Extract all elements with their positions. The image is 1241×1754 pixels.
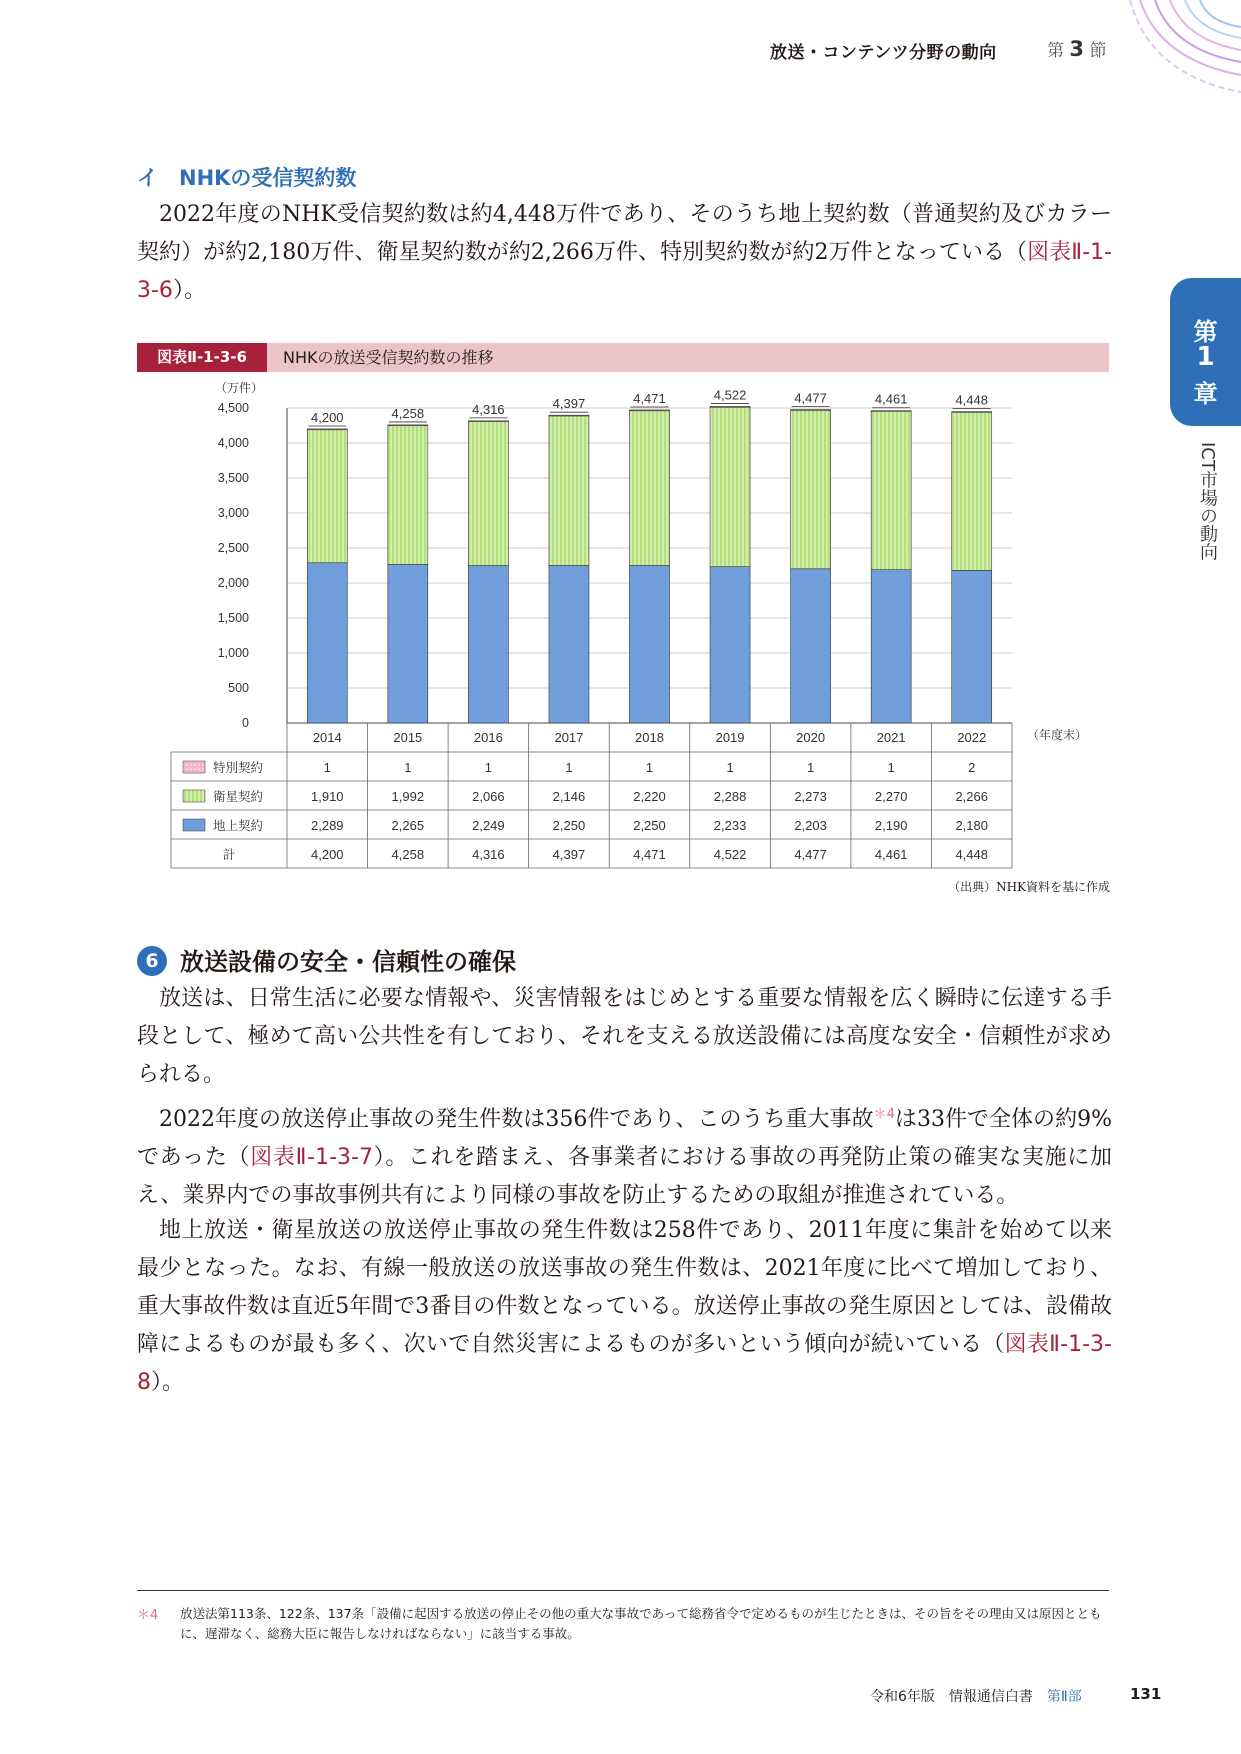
x-tick-label: 2017 xyxy=(554,730,584,745)
bar-terrestrial xyxy=(871,570,911,723)
table-total-value: 4,448 xyxy=(955,847,988,862)
table-total-value: 4,316 xyxy=(472,847,505,862)
totals-row-label: 計 xyxy=(222,848,236,862)
x-tick-label: 2022 xyxy=(957,730,987,745)
table-cell-value: 1 xyxy=(484,760,493,775)
table-total-value: 4,471 xyxy=(633,847,666,862)
total-data-label: 4,448 xyxy=(955,392,988,408)
y-axis-unit: （万件） xyxy=(214,381,264,395)
table-cell-value: 2,233 xyxy=(713,818,747,833)
figure-title: NHKの放送受信契約数の推移 xyxy=(283,348,494,367)
table-total-value: 4,200 xyxy=(311,847,344,862)
x-tick-label: 2021 xyxy=(876,730,906,745)
bar-special xyxy=(468,421,508,422)
figure-reference-link[interactable]: 図表Ⅱ-1-3-6 xyxy=(137,240,1113,303)
total-data-label: 4,258 xyxy=(391,405,425,421)
bar-special xyxy=(388,425,428,426)
legend-swatch xyxy=(183,761,205,773)
table-cell-value: 1 xyxy=(726,760,734,775)
total-data-label: 4,461 xyxy=(874,391,908,407)
bar-satellite xyxy=(791,410,831,569)
chapter-tab: 第 1 章 xyxy=(1170,278,1241,426)
bar-special xyxy=(871,411,911,412)
bar-special xyxy=(952,412,992,413)
bar-satellite xyxy=(952,412,992,571)
paragraph-nhk-contracts: 2022年度のNHK受信契約数は約4,448万件であり、そのうち地上契約数（普通契約及びカラー契約）が約2,180万件、衛星契約数が約2,266万件、特別契約数が約2万件となっている（図表Ⅱ-1-3-6）。 xyxy=(137,202,1113,303)
y-tick-label: 2,000 xyxy=(217,576,249,590)
table-cell-value: 2,288 xyxy=(713,789,747,804)
page-footer: 令和6年版 情報通信白書 第Ⅱ部 xyxy=(870,1689,1082,1705)
bar-terrestrial xyxy=(630,566,670,724)
bar-terrestrial xyxy=(952,570,992,723)
section-title: 放送設備の安全・信頼性の確保 xyxy=(180,948,516,976)
bar-satellite xyxy=(710,407,750,567)
y-tick-label: 2,500 xyxy=(217,541,249,555)
footnote-divider xyxy=(137,1590,1109,1591)
bar-terrestrial xyxy=(710,567,750,723)
bar-terrestrial xyxy=(307,563,347,723)
paragraph-broadcast-safety: 放送は、日常生活に必要な情報や、災害情報をはじめとする重要な情報を広く瞬時に伝達する手段として、極めて高い公共性を有しており、それを支える放送設備には高度な安全・信頼性が求められる。 xyxy=(137,986,1112,1087)
bar-satellite xyxy=(871,411,911,570)
table-cell-value: 2,220 xyxy=(633,789,666,804)
bar-satellite xyxy=(630,410,670,565)
table-cell-value: 1,992 xyxy=(391,789,425,804)
table-cell-value: 2,273 xyxy=(794,789,827,804)
table-total-value: 4,477 xyxy=(794,847,827,862)
y-tick-label: 3,000 xyxy=(217,506,249,520)
x-tick-label: 2016 xyxy=(473,730,503,745)
total-data-label: 4,522 xyxy=(713,387,747,403)
table-cell-value: 2,190 xyxy=(874,818,908,833)
footnote-reference[interactable]: ＊4 xyxy=(873,1107,895,1122)
x-tick-label: 2014 xyxy=(312,730,342,745)
total-data-label: 4,477 xyxy=(794,390,827,406)
legend-label: 衛星契約 xyxy=(213,790,264,804)
table-cell-value: 2,250 xyxy=(552,818,586,833)
legend-label: 特別契約 xyxy=(213,761,264,775)
page-number: 131 xyxy=(1130,1685,1162,1703)
table-total-value: 4,397 xyxy=(552,847,586,862)
y-tick-label: 3,500 xyxy=(217,471,249,485)
table-cell-value: 2,249 xyxy=(472,818,505,833)
x-tick-label: 2015 xyxy=(393,730,423,745)
table-cell-value: 2,266 xyxy=(955,789,988,804)
y-tick-label: 4,500 xyxy=(217,401,249,415)
table-cell-value: 1 xyxy=(645,760,654,775)
table-cell-value: 2 xyxy=(968,760,976,775)
figure-source: （出典）NHK資料を基に作成 xyxy=(948,880,1110,894)
table-cell-value: 1 xyxy=(565,760,573,775)
section-number-badge: 6 xyxy=(137,946,167,976)
x-axis-unit: （年度末） xyxy=(1026,728,1088,742)
stacked-bar-chart xyxy=(137,375,1109,875)
footnote-mark: ＊4 xyxy=(137,1608,159,1623)
bar-special xyxy=(630,410,670,411)
bar-special xyxy=(549,415,589,416)
legend-swatch xyxy=(183,819,205,831)
y-tick-label: 1,500 xyxy=(217,611,249,625)
y-tick-label: 4,000 xyxy=(217,436,249,450)
figure-reference-link[interactable]: 図表Ⅱ-1-3-8 xyxy=(137,1332,1112,1395)
y-tick-label: 0 xyxy=(242,716,249,730)
x-tick-label: 2018 xyxy=(635,730,664,745)
total-data-label: 4,200 xyxy=(311,410,344,425)
paragraph-accident-count: 2022年度の放送停止事故の発生件数は356件であり、このうち重大事故$^{*4}$は33件で全体の約9%であった（図表Ⅱ-1-3-7）。これを踏まえ、各事業者における事故の再発防止策の確実な実施に加え、業界内での事故事例共有により同様の事故を防止するための取組が推進されている。 xyxy=(137,1107,1112,1208)
y-tick-label: 500 xyxy=(228,681,249,695)
table-cell-value: 2,265 xyxy=(391,818,425,833)
bar-special xyxy=(710,406,750,407)
bar-special xyxy=(791,410,831,411)
running-header-title: 放送・コンテンツ分野の動向 xyxy=(770,43,997,63)
bar-satellite xyxy=(549,415,589,565)
bar-terrestrial xyxy=(549,566,589,724)
table-cell-value: 1 xyxy=(404,760,412,775)
table-total-value: 4,461 xyxy=(874,847,908,862)
table-cell-value: 1 xyxy=(806,760,815,775)
total-data-label: 4,471 xyxy=(633,391,666,407)
x-tick-label: 2019 xyxy=(715,730,745,745)
total-data-label: 4,316 xyxy=(472,401,505,417)
table-cell-value: 2,146 xyxy=(552,789,586,804)
footnote-text: 放送法第113条、122条、137条「設備に起因する放送の停止その他の重大な事故であって総務省令で定めるものが生じたときは、その旨をその理由又は原因とともに、遅滞なく、総務大臣に報告しなければならない」に該当する事故。 xyxy=(180,1606,1102,1641)
table-total-value: 4,258 xyxy=(391,847,425,862)
table-cell-value: 1 xyxy=(887,760,895,775)
running-header-section: 第 3 節 xyxy=(1047,37,1107,61)
bar-terrestrial xyxy=(791,569,831,723)
table-cell-value: 2,066 xyxy=(472,789,505,804)
table-cell-value: 2,250 xyxy=(633,818,666,833)
total-data-label: 4,397 xyxy=(552,396,586,412)
table-cell-value: 2,289 xyxy=(311,818,344,833)
table-total-value: 4,522 xyxy=(713,847,747,862)
chapter-vertical-title: ICT市場の動向 xyxy=(1197,442,1218,561)
paragraph-accident-causes: 地上放送・衛星放送の放送停止事故の発生件数は258件であり、2011年度に集計を始めて以来最少となった。なお、有線一般放送の放送事故の発生件数は、2021年度に比べて増加しており、重大事故件数は直近5年間で3番目の件数となっている。放送停止事故の発生原因としては、設備故障によるものが最も多く、次いで自然災害によるものが多いという傾向が続いている（図表Ⅱ-1-3-8）。 xyxy=(137,1218,1112,1395)
x-tick-label: 2020 xyxy=(796,730,826,745)
table-cell-value: 2,270 xyxy=(874,789,908,804)
header-arc-decoration xyxy=(1100,0,1241,110)
legend-label: 地上契約 xyxy=(213,819,264,833)
bar-special xyxy=(307,429,347,430)
figure-reference-link[interactable]: 図表Ⅱ-1-3-7 xyxy=(250,1145,373,1170)
bar-terrestrial xyxy=(468,566,508,723)
bar-terrestrial xyxy=(388,564,428,723)
bar-satellite xyxy=(468,421,508,566)
table-cell-value: 2,180 xyxy=(955,818,988,833)
sub-heading: イ NHKの受信契約数 xyxy=(137,166,357,190)
bar-satellite xyxy=(388,425,428,564)
y-tick-label: 1,000 xyxy=(217,646,249,660)
bar-satellite xyxy=(307,429,347,563)
table-cell-value: 1,910 xyxy=(311,789,344,804)
table-cell-value: 2,203 xyxy=(794,818,827,833)
legend-swatch xyxy=(183,790,205,802)
table-cell-value: 1 xyxy=(323,760,331,775)
figure-label: 図表Ⅱ-1-3-6 xyxy=(137,343,267,372)
